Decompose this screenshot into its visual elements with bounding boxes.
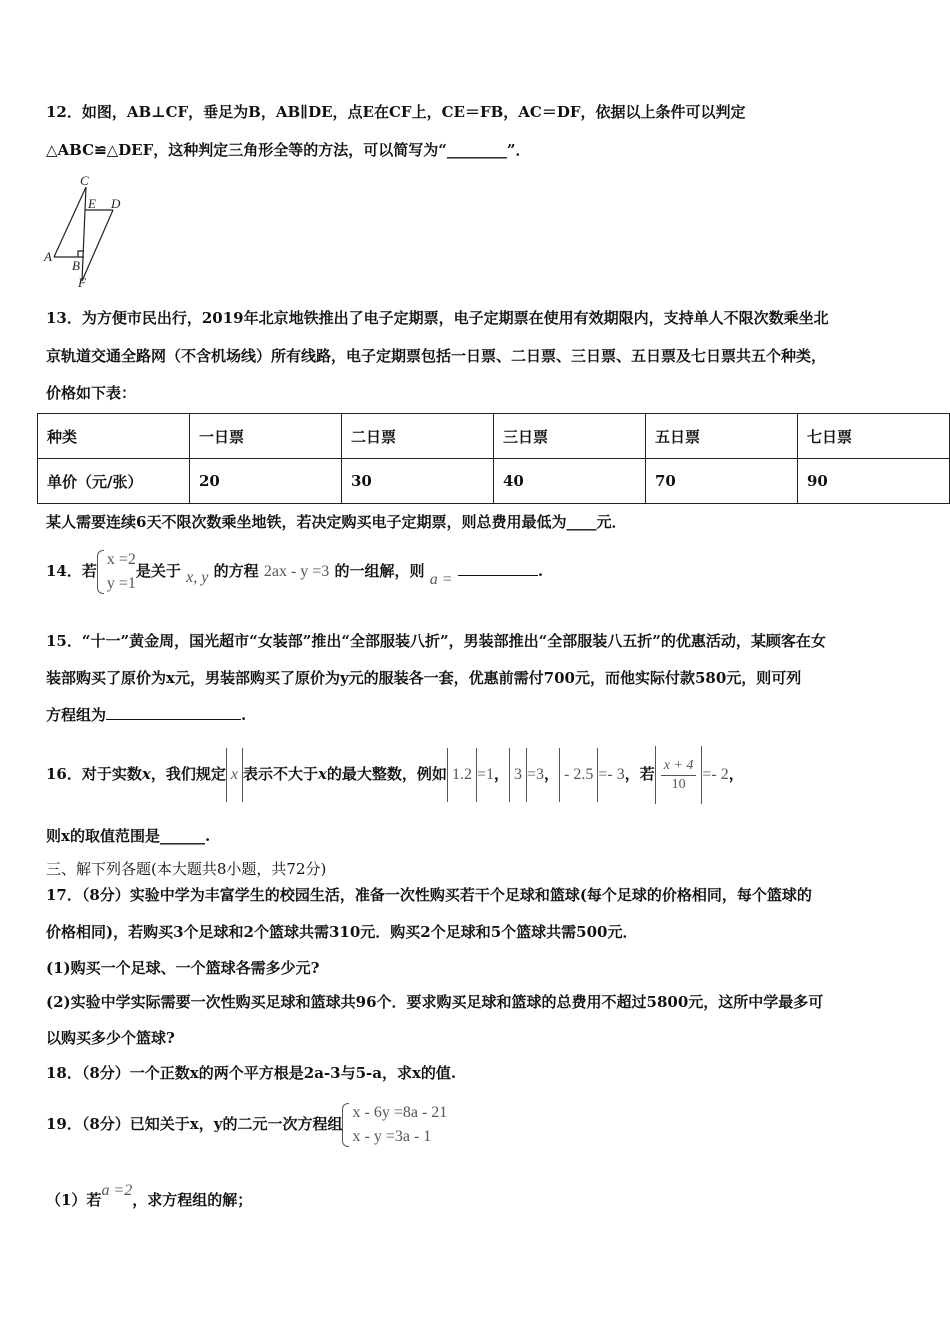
- table-row: [38, 459, 950, 504]
- q19-sys2: x - y =3a - 1: [352, 1128, 432, 1145]
- q19-system: [342, 1101, 447, 1149]
- q16-t3: 表示不大于: [242, 765, 318, 783]
- q16-x: x: [141, 765, 151, 783]
- table-cell: 30: [342, 459, 494, 504]
- table-cell: 70: [646, 459, 798, 504]
- label-a: A: [44, 249, 52, 264]
- q14-end: .: [537, 562, 544, 580]
- q14-sys2: y =1: [106, 575, 136, 592]
- q17-line1: 17．（8分）实验中学为丰富学生的校园生活，准备一次性购买若干个足球和篮球(每个足球的价格相同，每个篮球的: [46, 886, 812, 904]
- q16-comma: ，: [728, 765, 744, 783]
- q18-line: 18．（8分）一个正数x的两个平方根是2a-3与5-a，求x的值.: [46, 1064, 457, 1082]
- q15-line1: 15．“十一”黄金周，国光超市“女装部”推出“全部服装八折”，男装部推出“全部服装八五折”的优惠活动，某顾客在女: [46, 632, 826, 650]
- table-cell: 90: [798, 459, 950, 504]
- q14-line: [46, 546, 543, 597]
- q13-line2: 京轨道交通全路网（不含机场线）所有线路，电子定期票包括一日票、二日票、三日票、五日票及七日票共五个种类，: [46, 347, 827, 365]
- table-cell: 40: [494, 459, 646, 504]
- q16-frac-floor: [655, 746, 703, 804]
- q14-system: [97, 548, 136, 596]
- table-cell: 三日票: [494, 414, 646, 459]
- q19-sub1: [46, 1180, 252, 1221]
- q19-sub1-prefix: （1）若: [46, 1191, 102, 1209]
- q15-line3-end: .: [241, 706, 247, 724]
- q16-fraction: [661, 757, 697, 794]
- q19-line: [46, 1096, 447, 1152]
- q14-prefix: 14．若: [46, 562, 97, 580]
- q16-t4: 的最大整数，例如: [326, 765, 447, 783]
- section-3-heading: 三、解下列各题(本大题共8小题，共72分): [46, 860, 327, 878]
- q17-line4: (2)实验中学实际需要一次性购买足球和篮球共96个．要求购买足球和篮球的总费用不超过5800元，这所中学最多可: [46, 993, 824, 1011]
- q16-ex2-out: =3: [526, 766, 545, 783]
- q16-frac-den: 10: [671, 776, 686, 792]
- q19-sys1: x - 6y =8a - 21: [352, 1104, 448, 1121]
- q16-line2: 则x的取值范围是______.: [46, 827, 211, 845]
- q16-ex1-out: =1: [476, 766, 494, 783]
- q17-line3: (1)购买一个足球、一个篮球各需多少元?: [46, 959, 320, 977]
- q17-line2: 价格相同)，若购买3个足球和2个篮球共需310元．购买2个足球和5个篮球共需500元．: [46, 923, 638, 941]
- table-cell: 一日票: [190, 414, 342, 459]
- q16-floor-x: x: [226, 748, 243, 802]
- segment-df: [82, 210, 113, 281]
- table-header-row: [38, 414, 950, 459]
- table-cell: 种类: [38, 414, 190, 459]
- q17-line5: 以购买多少个篮球?: [46, 1029, 175, 1047]
- segment-ac: [54, 187, 86, 257]
- q16-ex1-floor: 1.2: [447, 748, 477, 802]
- table-cell: 二日票: [342, 414, 494, 459]
- q16-t2: ，我们规定: [150, 765, 226, 783]
- label-e: E: [88, 196, 96, 211]
- q15-line3: [46, 705, 246, 725]
- table-cell: 20: [190, 459, 342, 504]
- label-b: B: [72, 258, 80, 273]
- q14-mid2: 的方程: [213, 562, 259, 580]
- q16-frac-num: x + 4: [661, 757, 697, 776]
- q14-mid1: 是关于: [135, 562, 181, 580]
- q14-a: a =: [429, 571, 453, 588]
- q13-line3: 价格如下表：: [46, 384, 137, 402]
- q14-equation: 2ax - y =3: [263, 563, 330, 580]
- q16-t5: ，若: [624, 765, 655, 783]
- q16-line1: 16．对于实数x，我们规定 x 表示不大于x的最大整数，例如 1.2 =1， 3 =3， - 2.5 =- 3，若 $\frac{x + 4}{10}$ =- 2，: [46, 746, 744, 804]
- q19-prefix: 19．（8分）已知关于x，y的二元一次方程组: [46, 1115, 343, 1133]
- q19-sub1-end: ，求方程组的解；: [132, 1191, 253, 1209]
- q13-line1: 13．为方便市民出行，2019年北京地铁推出了电子定期票，电子定期票在使用有效期限内，支持单人不限次数乘坐北: [46, 309, 829, 327]
- q16-x2: x: [317, 765, 327, 783]
- q14-sys1: x =2: [106, 551, 136, 568]
- table-cell: 七日票: [798, 414, 950, 459]
- segment-cf: [82, 187, 86, 281]
- q16-ex3-floor: - 2.5: [559, 748, 598, 802]
- q15-answer-blank: [106, 705, 241, 720]
- table-cell: 单价（元/张）: [38, 459, 190, 504]
- label-d: D: [111, 196, 121, 211]
- q15-line3-prefix: 方程组为: [46, 706, 107, 724]
- q14-mid3: 的一组解，则: [334, 562, 425, 580]
- q14-answer-blank: [458, 561, 538, 576]
- q13-after-table: 某人需要连续6天不限次数乘坐地铁，若决定购买电子定期票，则总费用最低为____元．: [46, 513, 627, 531]
- label-f: F: [78, 275, 86, 288]
- q16-frac-out: =- 2: [702, 766, 729, 783]
- q12-line1: 12．如图，AB⊥CF，垂足为B，AB∥DE，点E在CF上，CE＝FB，AC＝DF，依据以上条件可以判定: [46, 103, 746, 121]
- q16-ex2-floor: 3: [509, 748, 527, 802]
- ticket-price-table: [37, 413, 950, 504]
- q12-line2: △ABC≌△DEF，这种判定三角形全等的方法，可以简写为“________”．: [46, 141, 531, 159]
- q12-triangle-figure: [40, 173, 140, 288]
- q14-vars: x, y: [186, 569, 209, 586]
- label-c: C: [80, 173, 89, 188]
- q16-ex3-out: =- 3: [598, 766, 625, 783]
- q16-t1: 16．对于实数: [46, 765, 142, 783]
- table-cell: 五日票: [646, 414, 798, 459]
- q19-sub1-math: a =2: [101, 1182, 133, 1199]
- q15-line2: 装部购买了原价为x元，男装部购买了原价为y元的服装各一套，优惠前需付700元，而他实际付款580元，则可列: [46, 669, 802, 687]
